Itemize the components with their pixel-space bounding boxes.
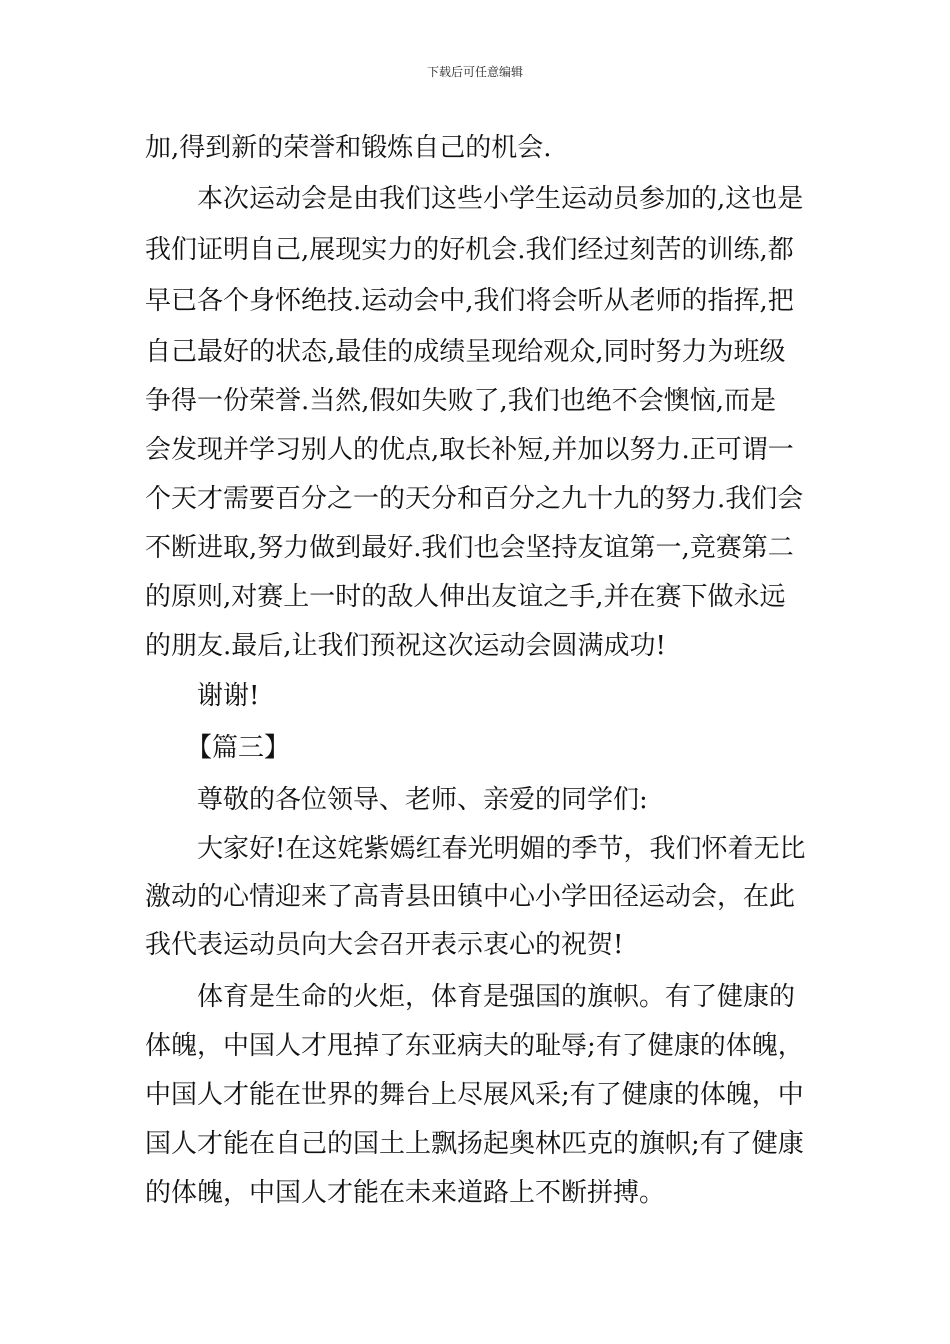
page-header: 下载后可任意编辑 <box>426 65 523 79</box>
body-line: 个天才需要百分之一的天分和百分之九十九的努力.我们会 <box>145 484 804 514</box>
body-line: 国人才能在自己的国土上飘扬起奥林匹克的旗帜;有了健康 <box>145 1129 804 1159</box>
body-line: 我代表运动员向大会召开表示衷心的祝贺! <box>145 930 624 960</box>
body-line: 自己最好的状态,最佳的成绩呈现给观众,同时努力为班级 <box>145 337 786 367</box>
paragraph-first-line: 体育是生命的火炬，体育是强国的旗帜。有了健康的 <box>197 982 796 1012</box>
body-line: 的体魄，中国人才能在未来道路上不断拼搏。 <box>145 1178 666 1208</box>
body-line: 我们证明自己,展现实力的好机会.我们经过刻苦的训练,都 <box>145 235 794 265</box>
section-heading: 【篇三】 <box>186 733 291 763</box>
body-line: 早已各个身怀绝技.运动会中,我们将会听从老师的指挥,把 <box>145 286 794 316</box>
body-line: 加,得到新的荣誉和锻炼自己的机会. <box>145 133 552 163</box>
body-line: 中国人才能在世界的舞台上尽展风采;有了健康的体魄，中 <box>145 1080 804 1110</box>
body-line: 的朋友.最后,让我们预祝这次运动会圆满成功! <box>145 631 666 661</box>
salutation-line: 尊敬的各位领导、老师、亲爱的同学们: <box>197 785 648 815</box>
body-line: 争得一份荣誉.当然,假如失败了,我们也绝不会懊恼,而是 <box>145 386 777 416</box>
body-line: 的原则,对赛上一时的敌人伸出友谊之手,并在赛下做永远 <box>145 582 786 612</box>
body-line: 不断进取,努力做到最好.我们也会坚持友谊第一,竞赛第二 <box>145 533 794 563</box>
body-line: 体魄，中国人才甩掉了东亚病夫的耻辱;有了健康的体魄， <box>145 1031 804 1061</box>
thanks-line: 谢谢! <box>197 681 260 711</box>
paragraph-first-line: 大家好!在这姹紫嫣红春光明媚的季节，我们怀着无比 <box>197 834 806 864</box>
body-line: 激动的心情迎来了高青县田镇中心小学田径运动会，在此 <box>145 882 796 912</box>
paragraph-first-line: 本次运动会是由我们这些小学生运动员参加的,这也是 <box>197 184 804 214</box>
body-line: 会发现并学习别人的优点,取长补短,并加以努力.正可谓一 <box>145 435 794 465</box>
